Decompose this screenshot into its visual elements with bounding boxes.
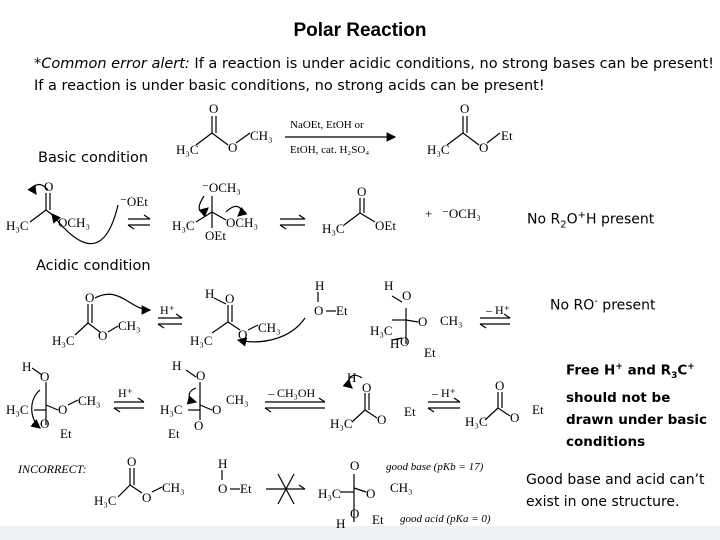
label-et: Et	[532, 402, 544, 417]
label-oet: OEt	[205, 228, 226, 243]
curved-arrow-reform	[199, 196, 208, 211]
label-h-plus: H⁺	[118, 386, 133, 400]
label-h-plus: H⁺	[160, 303, 175, 317]
incorrect-label: INCORRECT:	[18, 462, 87, 476]
label-o: O	[225, 291, 235, 306]
label-et: Et	[372, 512, 384, 527]
label-h: H	[384, 278, 394, 293]
label-o: O	[362, 380, 372, 395]
label-o: O	[218, 481, 228, 496]
label-methoxide: ⁻OCH₃	[442, 206, 481, 221]
label-et: Et	[60, 426, 72, 441]
label-minus-h-plus: – H⁺	[486, 303, 510, 317]
label-o: O	[510, 410, 520, 425]
label-o: O	[366, 486, 376, 501]
basic-product-ester	[344, 198, 375, 225]
basic-ester	[30, 193, 58, 222]
label-ch3: CH₃	[250, 128, 273, 143]
label-h3c: H₃C	[370, 323, 393, 338]
protonated-ester	[212, 298, 258, 333]
label-o: O	[350, 458, 360, 473]
label-o: O	[58, 402, 68, 417]
label-et: Et	[424, 345, 436, 360]
note-good-base-acid: Good base and acid can’t exist in one structure.	[526, 472, 705, 510]
label-o: O	[98, 328, 108, 343]
label-h3c: H₃C	[190, 333, 213, 348]
label-h: H	[390, 336, 400, 351]
label-o: O	[228, 140, 238, 155]
label-och3: OCH₃	[226, 215, 258, 230]
label-o: O	[40, 369, 50, 384]
tetrahedral-intermediate-basic	[196, 196, 226, 228]
label-h3c: H₃C	[52, 333, 75, 348]
row2-product	[485, 392, 510, 420]
label-et: Et	[404, 404, 416, 419]
curved-arrow-row2-b	[189, 388, 196, 402]
label-o: O	[418, 314, 428, 329]
note-no-ro: No RO- present	[550, 296, 656, 314]
label-o: O	[377, 412, 387, 427]
label-h: H	[205, 286, 215, 301]
crossed-arrow	[266, 474, 305, 504]
label-h3c: H₃C	[172, 218, 195, 233]
label-o: O	[212, 402, 222, 417]
label-o: O	[402, 288, 412, 303]
label-h: H	[336, 516, 346, 531]
label-ch3: CH₃	[118, 318, 141, 333]
label-o: O	[495, 378, 505, 393]
label-h: H	[347, 370, 357, 385]
label-oxyanion: ⁻OCH₃	[202, 180, 241, 195]
label-h3c: H₃C	[160, 402, 183, 417]
label-minus-h-plus: – H⁺	[432, 386, 456, 400]
label-et: Et	[240, 481, 252, 496]
label-o: O	[350, 506, 360, 521]
alert-line2: If a reaction is under basic conditions, no strong acids can be present!	[34, 78, 545, 94]
acidic-condition-label: Acidic condition	[36, 258, 151, 274]
label-h3c: H₃C	[330, 416, 353, 431]
row2-protonated	[352, 393, 377, 422]
label-h3c: H₃C	[94, 493, 117, 508]
label-h3c: H₃C	[6, 218, 29, 233]
label-o: O	[314, 303, 324, 318]
label-h3c: H₃C	[6, 402, 29, 417]
label-ch3: CH₃	[390, 480, 413, 495]
label-o: O	[479, 140, 489, 155]
label-o: O	[400, 334, 410, 349]
label-et: Et	[336, 303, 348, 318]
label-ch3: CH₃	[226, 392, 249, 407]
page-title: Polar Reaction	[293, 20, 427, 41]
ester-product	[447, 116, 500, 145]
label-och3: OCH₃	[58, 215, 90, 230]
note-no-r2oh: No $R_2O^+H$ present	[527, 210, 655, 231]
good-acid-label: good acid (pKa = 0)	[400, 513, 491, 525]
reagent-bottom-label: EtOH, cat. H₂SO₄	[290, 144, 370, 156]
label-o: O	[44, 179, 54, 194]
label-h3c: H₃C	[176, 142, 199, 157]
label-ch3: CH₃	[78, 393, 101, 408]
label-h3c: H₃C	[427, 142, 450, 157]
ester-start	[196, 116, 250, 145]
curved-arrow-row2	[32, 390, 40, 428]
incorrect-ester	[118, 468, 162, 497]
label-o: O	[85, 290, 95, 305]
good-base-label: good base (pKb = 17)	[386, 461, 484, 473]
reagent-top-label: NaOEt, EtOH or	[290, 119, 364, 131]
alert-line1: If a reaction is under acidic conditions, no strong bases can be present!	[189, 56, 714, 72]
basic-condition-label: Basic condition	[38, 150, 149, 166]
label-o: O	[460, 101, 470, 116]
label-minus-ch3oh: – CH₃OH	[268, 386, 316, 400]
label-h: H	[22, 359, 32, 374]
label-ch3: CH₃	[440, 313, 463, 328]
note-free-h-carbocation: Free H+ and $R_3C^+$ should not be drawn under basic conditions	[566, 362, 708, 451]
label-o: O	[196, 368, 206, 383]
label-h3c: H₃C	[322, 221, 345, 236]
label-o: O	[357, 184, 367, 199]
label-o: O	[238, 327, 248, 342]
label-ch3: CH₃	[258, 320, 281, 335]
label-o: O	[40, 416, 50, 431]
label-ethoxide: ⁻OEt	[120, 194, 148, 209]
label-o: O	[194, 418, 204, 433]
label-et: Et	[501, 128, 513, 143]
label-ch3: CH₃	[162, 480, 185, 495]
label-h: H	[315, 278, 325, 293]
label-o: O	[142, 490, 152, 505]
basic-eq-arrows	[128, 215, 305, 229]
acid-ester-1	[75, 304, 118, 335]
row2-start	[32, 368, 78, 425]
alert-lead: *Common error alert:	[34, 56, 190, 72]
label-h3c: H₃C	[318, 486, 341, 501]
curved-arrow-protonate	[95, 294, 150, 310]
label-plus: +	[425, 206, 433, 221]
label-o: O	[209, 101, 219, 116]
label-h: H	[218, 456, 228, 471]
label-h3c: H₃C	[465, 414, 488, 429]
label-oet: OEt	[375, 218, 396, 233]
label-o: O	[127, 454, 137, 469]
label-et: Et	[168, 426, 180, 441]
label-h: H	[172, 358, 182, 373]
